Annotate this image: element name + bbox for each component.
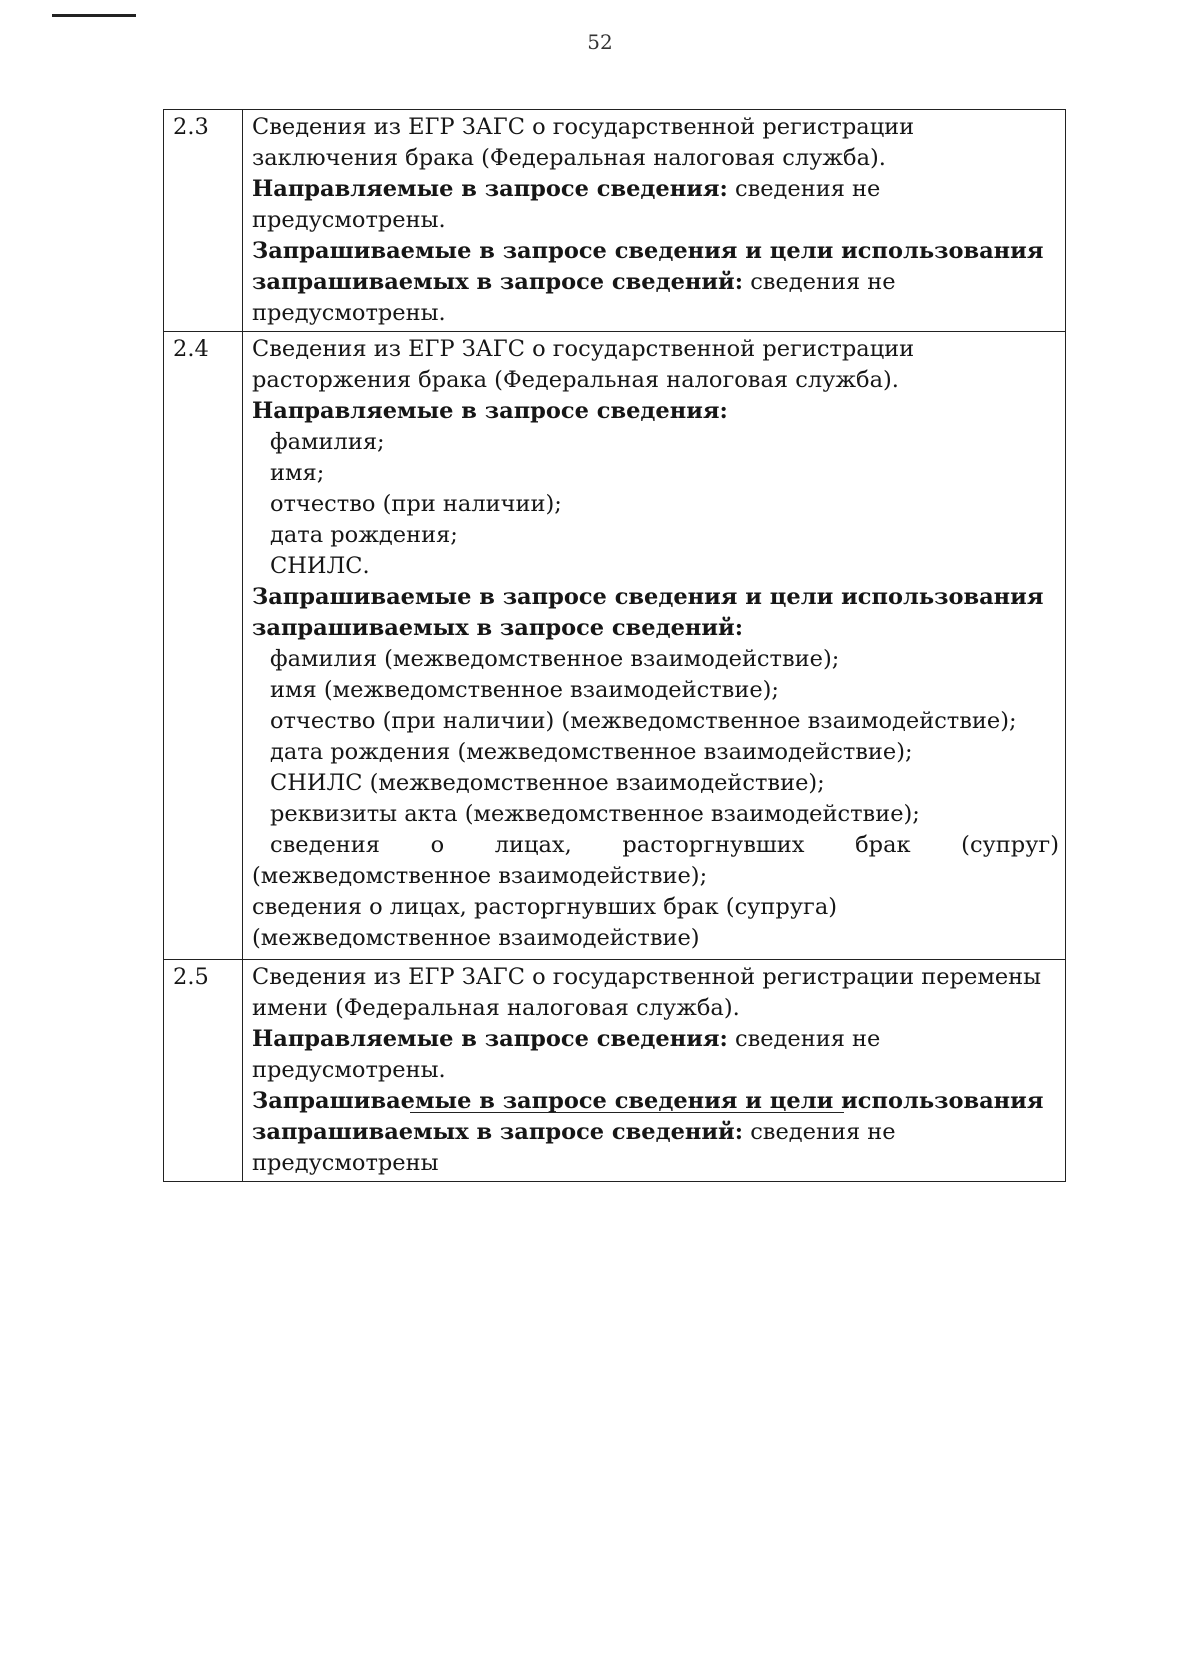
table-row	[164, 960, 1066, 1182]
row-content	[243, 960, 1066, 1182]
requested-info	[252, 236, 1059, 329]
requirements-table	[163, 109, 1066, 1182]
list-item: СНИЛС.	[270, 553, 370, 579]
list-item: сведения о лицах, расторгнувших брак (супруг)	[270, 832, 1059, 858]
sent-info	[252, 174, 1059, 236]
table-row	[164, 110, 1066, 332]
table-row	[164, 332, 1066, 960]
page-number: 52	[587, 30, 613, 54]
list-item: дата рождения;	[270, 522, 458, 548]
requested-info	[252, 1086, 1059, 1179]
list-item: СНИЛС (межведомственное взаимодействие);	[270, 770, 825, 796]
row-number: 2.3	[164, 110, 243, 332]
list-item: имя (межведомственное взаимодействие);	[270, 677, 780, 703]
requested-value: сведения не предусмотрены.	[252, 269, 896, 326]
row-number: 2.4	[164, 332, 243, 960]
row-content	[243, 110, 1066, 332]
list-item-continuation: (межведомственное взаимодействие);	[252, 863, 708, 889]
list-item: фамилия;	[270, 429, 385, 455]
list-item: отчество (при наличии) (межведомственное взаимодействие);	[270, 708, 1017, 734]
source-text: Сведения из ЕГР ЗАГС о государственной регистрации расторжения брака (Федеральная налоговая служба).	[252, 336, 915, 393]
row-content	[243, 332, 1066, 960]
list-item: сведения о лицах, расторгнувших брак (супруга) (межведомственное взаимодействие)	[252, 894, 838, 951]
end-rule	[410, 1112, 844, 1113]
source-text: Сведения из ЕГР ЗАГС о государственной регистрации заключения брака (Федеральная налоговая служба).	[252, 114, 915, 171]
row-number: 2.5	[164, 960, 243, 1182]
sent-label: Направляемые в запросе сведения:	[252, 398, 728, 424]
requested-label: Запрашиваемые в запросе сведения и цели использования запрашиваемых в запросе сведений:	[252, 584, 1044, 641]
requested-label: Запрашиваемые в запросе сведения и цели использования запрашиваемых в запросе сведений:	[252, 1088, 1044, 1145]
sent-value: сведения не предусмотрены.	[252, 1026, 881, 1083]
requested-label: Запрашиваемые в запросе сведения и цели использования запрашиваемых в запросе сведений:	[252, 238, 1044, 295]
sent-value: сведения не предусмотрены.	[252, 176, 881, 233]
sent-label: Направляемые в запросе сведения:	[252, 176, 728, 202]
requested-value: сведения не предусмотрены	[252, 1119, 896, 1176]
list-item: реквизиты акта (межведомственное взаимодействие);	[270, 801, 920, 827]
sent-info	[252, 1024, 1059, 1086]
list-item: фамилия (межведомственное взаимодействие);	[270, 646, 840, 672]
list-item: имя;	[270, 460, 325, 486]
source-text: Сведения из ЕГР ЗАГС о государственной регистрации перемены имени (Федеральная налоговая служба).	[252, 964, 1042, 1021]
sent-label: Направляемые в запросе сведения:	[252, 1026, 728, 1052]
list-item: дата рождения (межведомственное взаимодействие);	[270, 739, 913, 765]
corner-mark	[52, 14, 136, 17]
list-item: отчество (при наличии);	[270, 491, 562, 517]
